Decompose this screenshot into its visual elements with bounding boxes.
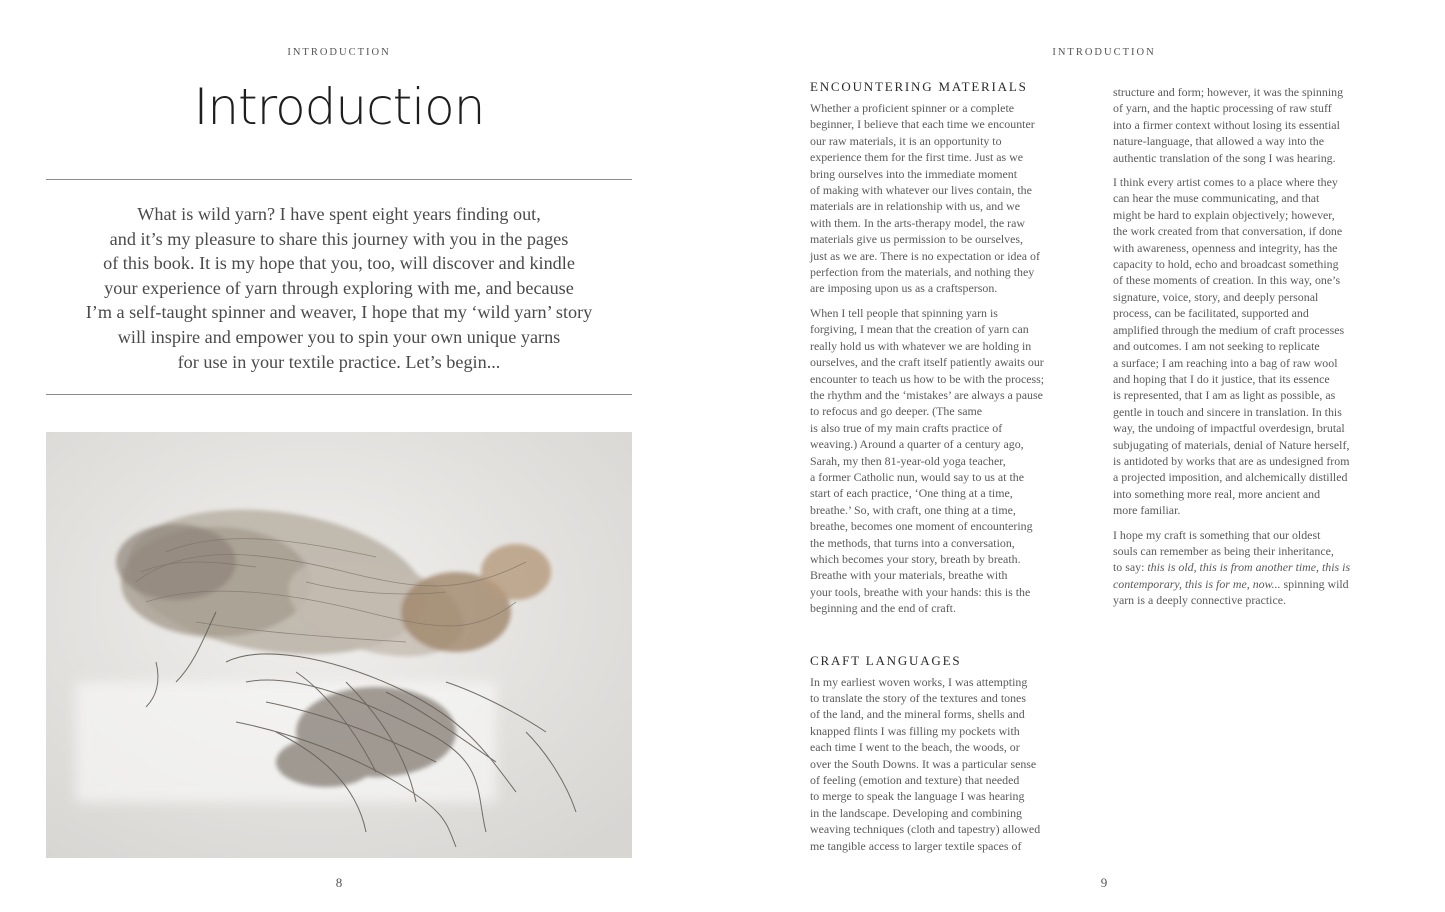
- text-line: Breathe with your materials, breathe with: [810, 568, 1008, 583]
- text-line: perfection from the materials, and nothing they: [810, 265, 1035, 280]
- text-line: are imposing upon us as a craftsperson.: [810, 281, 998, 296]
- text-line: encounter to teach us how to be with the process;: [810, 371, 1045, 386]
- italic-run: this is old, this is from another time, this is: [1147, 560, 1351, 575]
- text-line: knapped flints I was filling my pockets with: [810, 723, 1020, 738]
- text-line: experience them for the first time. Just as we: [810, 150, 1023, 165]
- text-line: of yarn, and the haptic processing of raw stuff: [1113, 101, 1332, 116]
- text-line: in the landscape. Developing and combining: [810, 805, 1022, 820]
- bottom-rule: [46, 394, 632, 395]
- text-line: to refocus and go deeper. (The same: [810, 404, 983, 419]
- text-line: more familiar.: [1113, 503, 1181, 518]
- text-line: beginning and the end of craft.: [810, 601, 956, 616]
- page-title: Introduction: [193, 78, 485, 136]
- running-head-right: INTRODUCTION: [1052, 47, 1156, 58]
- paragraph: [1113, 527, 1403, 609]
- text-line: In my earliest woven works, I was attempting: [810, 674, 1028, 689]
- text-line: might be hard to explain objectively; however,: [1113, 207, 1335, 222]
- text-line: bring ourselves into the immediate moment: [810, 166, 1018, 181]
- text-column-right: [1113, 84, 1403, 617]
- text-line: can hear the muse communicating, and that: [1113, 191, 1320, 206]
- text-line: beginner, I believe that each time we encounter: [810, 117, 1035, 132]
- paragraph: [810, 305, 1096, 617]
- text-line: authentic translation of the song I was hearing.: [1113, 150, 1336, 165]
- text-line: to merge to speak the language I was hearing: [810, 789, 1025, 804]
- text-line: and outcomes. I am not seeking to replicate: [1113, 339, 1320, 354]
- text-line: into a firmer context without losing its essential: [1113, 117, 1340, 132]
- paragraph: [810, 100, 1096, 297]
- text-line: structure and form; however, it was the spinning: [1113, 85, 1344, 99]
- text-line: weaving.) Around a quarter of a century ago,: [810, 437, 1024, 452]
- paragraph: [810, 674, 1096, 854]
- lead-line: will inspire and empower you to spin your own unique yarns: [117, 326, 561, 347]
- paragraph: [1113, 174, 1403, 519]
- text-line: materials give us permission to be ourselves,: [810, 232, 1023, 247]
- text-line: nature-language, that allowed a way into the: [1113, 134, 1324, 149]
- text-line: with them. In the arts-therapy model, the raw: [810, 215, 1025, 230]
- text-line: subjugating of materials, denial of Nature herself,: [1113, 437, 1350, 452]
- top-rule: [46, 179, 632, 180]
- text-line: our raw materials, it is an opportunity to: [810, 133, 1002, 148]
- intro-lead-paragraph: [46, 202, 632, 374]
- text-line: breathe.’ So, with craft, one thing at a time,: [810, 502, 1016, 517]
- text-line: your tools, breathe with your hands: this is the: [810, 584, 1031, 599]
- text-line: forgiving, I mean that the creation of yarn can: [810, 322, 1029, 337]
- text-run: to say:: [1113, 560, 1148, 575]
- text-line: of these moments of creation. In this way, one’s: [1113, 273, 1341, 288]
- text-line: [1113, 576, 1403, 592]
- text-line: capacity to hold, echo and broadcast something: [1113, 257, 1339, 272]
- text-run: spinning wild: [1280, 576, 1349, 591]
- text-line: gentle in touch and sincere in translation. In this: [1113, 404, 1342, 419]
- text-line: way, the undoing of impactful overdesign, brutal: [1113, 421, 1345, 436]
- text-line: a surface; I am reaching into a bag of raw wool: [1113, 355, 1338, 370]
- running-head-left: INTRODUCTION: [287, 47, 391, 58]
- text-line: just as we are. There is no expectation or idea of: [810, 248, 1040, 263]
- page-number-left: 8: [335, 875, 343, 890]
- text-line: the rhythm and the ‘mistakes’ are always a pause: [810, 387, 1043, 402]
- text-line: each time I went to the beach, the woods, or: [810, 740, 1020, 755]
- text-line: with awareness, openness and integrity, has the: [1113, 240, 1338, 255]
- lead-line: I’m a self-taught spinner and weaver, I hope that my ‘wild yarn’ story: [85, 302, 593, 323]
- lead-line: What is wild yarn? I have spent eight years finding out,: [137, 204, 541, 224]
- text-line: into something more real, more ancient and: [1113, 486, 1321, 501]
- text-line: the work created from that conversation, if done: [1113, 224, 1343, 239]
- text-line: I hope my craft is something that our oldest: [1113, 527, 1321, 542]
- text-line: really hold us with whatever we are holding in: [810, 338, 1032, 353]
- section-heading-craft-languages: CRAFT LANGUAGES: [810, 652, 962, 668]
- text-line: signature, voice, story, and deeply personal: [1113, 289, 1319, 304]
- text-line: to translate the story of the textures and tones: [810, 691, 1026, 705]
- text-line: over the South Downs. It was a particular sense: [810, 756, 1037, 771]
- text-line: materials are in relationship with us, and we: [810, 199, 1021, 214]
- text-line: of making with whatever our lives contain, the: [810, 183, 1032, 198]
- text-line: and hoping that I do it justice, that its essence: [1113, 371, 1330, 386]
- section-heading-encountering: ENCOUNTERING MATERIALS: [810, 79, 1028, 94]
- raw-fleece-photo: [46, 432, 632, 858]
- paragraph: [1113, 84, 1403, 166]
- page-number-right: 9: [1100, 875, 1108, 890]
- text-line: me tangible access to larger textile spaces of: [810, 838, 1022, 853]
- lead-line: and it’s my pleasure to share this journey with you in the pages: [109, 228, 569, 249]
- text-line: I think every artist comes to a place where they: [1113, 175, 1338, 190]
- fleece-illustration: [46, 432, 632, 858]
- lead-line: for use in your textile practice. Let’s begin...: [177, 351, 501, 372]
- text-line: yarn is a deeply connective practice.: [1113, 593, 1286, 608]
- text-column-left: [810, 79, 1096, 862]
- text-line: is also true of my main crafts practice of: [810, 420, 1003, 435]
- text-line: a former Catholic nun, would say to us at the: [810, 469, 1024, 484]
- text-line: ourselves, and the craft itself patiently awaits our: [810, 355, 1044, 370]
- text-line: [1113, 559, 1403, 575]
- text-line: When I tell people that spinning yarn is: [810, 305, 998, 320]
- italic-run: contemporary, this is for me, now...: [1113, 576, 1281, 591]
- text-line: souls can remember as being their inheritance,: [1113, 543, 1334, 558]
- text-line: breathe, becomes one moment of encountering: [810, 519, 1033, 534]
- text-line: weaving techniques (cloth and tapestry) allowed: [810, 822, 1041, 837]
- text-line: process, can be facilitated, supported and: [1113, 306, 1309, 321]
- text-line: start of each practice, ‘One thing at a time,: [810, 486, 1013, 501]
- lead-line: of this book. It is my hope that you, too, will discover and kindle: [103, 253, 575, 274]
- text-line: of the land, and the mineral forms, shells and: [810, 707, 1025, 722]
- text-line: Whether a proficient spinner or a complete: [810, 101, 1015, 115]
- text-line: is represented, that I am as light as possible, as: [1113, 388, 1336, 403]
- text-line: amplified through the medium of craft processes: [1113, 322, 1345, 337]
- text-line: of feeling (emotion and texture) that needed: [810, 773, 1020, 788]
- text-line: the methods, that turns into a conversation,: [810, 535, 1015, 550]
- text-line: Sarah, my then 81-year-old yoga teacher,: [810, 453, 1006, 468]
- text-line: which becomes your story, breath by breath.: [810, 551, 1021, 566]
- text-line: a projected imposition, and alchemically distilled: [1113, 470, 1348, 485]
- lead-line: your experience of yarn through exploring with me, and because: [104, 277, 574, 298]
- text-line: is antidoted by works that are as undesigned from: [1113, 453, 1350, 468]
